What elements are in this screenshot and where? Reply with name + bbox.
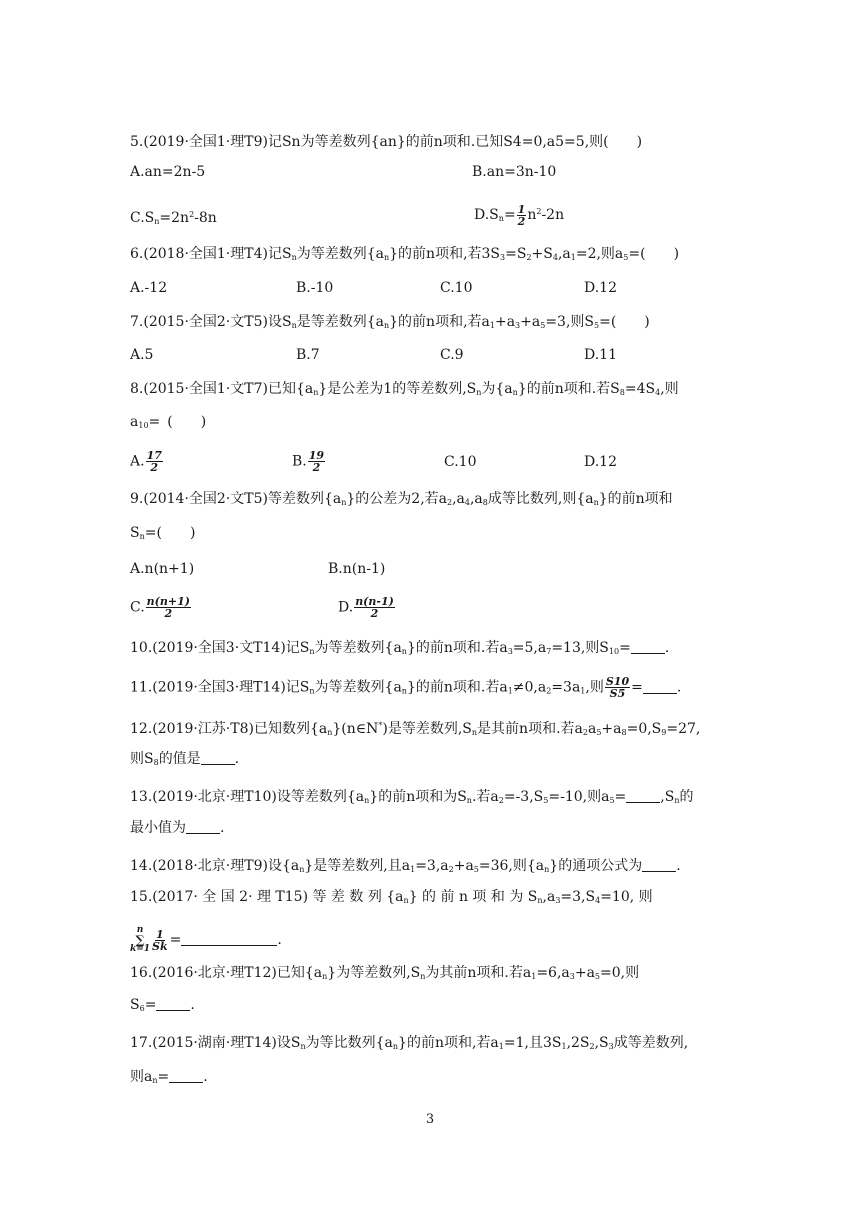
question-11-stem: 11.(2019·全国3·理T14)记$S_n$为等差数列$\{a_n\}$的前n项和.若$a_1\ne 0,a_2=3a_1$,则 $\frac{S10}{S5}$ = . (130, 675, 682, 700)
question-8-option-c: C.10 (444, 454, 477, 470)
fraction: $\frac{S10}{S5}$ (605, 675, 630, 700)
page-number: 3 (425, 1112, 435, 1127)
question-5-option-c: $C.S_n=2n^2-8n$ (130, 210, 217, 226)
answer-blank[interactable] (643, 681, 677, 694)
answer-blank[interactable] (626, 790, 660, 803)
question-9-option-b: B.n(n-1) (328, 561, 386, 577)
answer-blank[interactable] (201, 752, 235, 765)
question-9-option-a: A.n(n+1) (130, 561, 195, 577)
question-17-stem: 17.(2015·湖南·理T14)设$S_n$为等比数列$\{a_n\}$的前n项和,若$a_1=1$,且$3S_1,2S_2,S_3$成等差数列, (130, 1035, 689, 1051)
question-14-stem: 14.(2018·北京·理T9)设$\{a_n\}$是等差数列,且$a_1=3,a_2+a_5=36$,则$\{a_n\}$的通项公式为 . (130, 858, 681, 874)
question-7-option-c: C.9 (440, 347, 464, 363)
question-8-stem-cont: $a_{10}=$ ( ) (130, 414, 207, 430)
question-5-stem: 5.(2019·全国1·理T9)记Sn为等差数列{an}的前n项和.已知S4=0,a5=5,则( ) (130, 134, 643, 150)
fraction: $\frac{1}{2}$ (517, 202, 526, 228)
question-16-stem: 16.(2016·北京·理T12)已知$\{a_n\}$为等差数列$,S_n$为其前n项和.若$a_1=6,a_3+a_5=0$,则 (130, 965, 640, 981)
answer-blank[interactable] (642, 859, 676, 872)
question-6-stem: 6.(2018·全国1·理T4)记$S_n$为等差数列$\{a_n\}$的前n项和,若$3S_3=S_2+S_4,a_1=2$,则$a_5=$( ) (130, 246, 680, 262)
question-8-option-a: A. $\frac{17}{2}$ (130, 449, 162, 474)
question-12-stem-cont: 则$S_8$的值是 . (130, 751, 240, 767)
fraction: $\frac{17}{2}$ (146, 449, 162, 474)
question-6-option-b: B.-10 (296, 280, 334, 296)
question-5-option-d: $D.S_n=$ $\frac{1}{2}$ $n^2-2n$ (474, 202, 565, 228)
question-12-stem: 12.(2019·江苏·T8)已知数列$\{a_n\}(n\in N^*)$是等差数列$,S_n$是其前n项和.若$a_2a_5+a_8=0,S_9=27$, (130, 721, 701, 737)
question-6-option-d: D.12 (584, 280, 617, 296)
question-7-option-d: D.11 (584, 347, 617, 363)
question-16-stem-cont: $S_6=$ . (130, 997, 195, 1013)
question-15-stem-cont: n ∑ k=1 $\frac{1}{Sk}$ = . (130, 925, 282, 954)
question-6-option-c: C.10 (440, 280, 473, 296)
question-9-option-d: D. $\frac{n(n-1)}{2}$ (338, 595, 394, 620)
question-7-option-b: B.7 (296, 347, 320, 363)
question-6-option-a: A.-12 (130, 280, 168, 296)
question-8-option-d: D.12 (584, 454, 617, 470)
question-10-stem: 10.(2019·全国3·文T14)记$S_n$为等差数列$\{a_n\}$的前n项和.若$a_3=5,a_7=13$,则$S_{10}=$ . (130, 640, 670, 656)
question-9-stem-cont: $S_n=$( ) (130, 525, 196, 541)
fraction: $\frac{n(n-1)}{2}$ (355, 595, 394, 620)
fraction: $\frac{19}{2}$ (308, 449, 325, 474)
question-13-stem: 13.(2019·北京·理T10)设等差数列$\{a_n\}$的前n项和为$S_n$.若$a_2=-3,S_5=-10$,则$a_5= ,S_n$的 (130, 789, 694, 805)
question-15-stem: 15.(2017· 全 国 2· 理 T15) 等 差 数 列 $\{a_n\}$ 的 前 n 项 和 为 $S_n,a_3=3,S_4=10$, 则 (130, 889, 653, 905)
question-5-option-a: A.an=2n-5 (130, 164, 206, 180)
summation: n ∑ k=1 (130, 925, 151, 954)
question-7-option-a: A.5 (130, 347, 154, 363)
question-9-stem: 9.(2014·全国2·文T5)等差数列$\{a_n\}$的公差为2,若$a_2,a_4,a_8$成等比数列,则$\{a_n\}$的前n项和 (130, 491, 673, 507)
answer-blank[interactable] (186, 821, 220, 834)
fraction: $\frac{n(n+1)}{2}$ (146, 595, 190, 620)
question-8-stem: 8.(2015·全国1·文T7)已知$\{a_n\}$是公差为1的等差数列$,S_n$为$\{a_n\}$的前n项和.若$S_8=4S_4$,则 (130, 381, 679, 397)
question-5-option-b: B.an=3n-10 (472, 164, 557, 180)
fraction: $\frac{1}{Sk}$ (152, 927, 168, 953)
answer-blank[interactable] (169, 1070, 203, 1083)
question-13-stem-cont: 最小值为 . (130, 820, 225, 836)
question-8-option-b: B. $\frac{19}{2}$ (292, 449, 325, 474)
question-9-option-c: C. $\frac{n(n+1)}{2}$ (130, 595, 190, 620)
question-17-stem-cont: 则$a_n=$ . (130, 1069, 208, 1085)
question-7-stem: 7.(2015·全国2·文T5)设$S_n$是等差数列$\{a_n\}$的前n项和,若$a_1+a_3+a_5=3$,则$S_5=$( ) (130, 314, 650, 330)
answer-blank[interactable] (631, 641, 665, 654)
answer-blank[interactable] (181, 933, 277, 946)
answer-blank[interactable] (156, 998, 190, 1011)
